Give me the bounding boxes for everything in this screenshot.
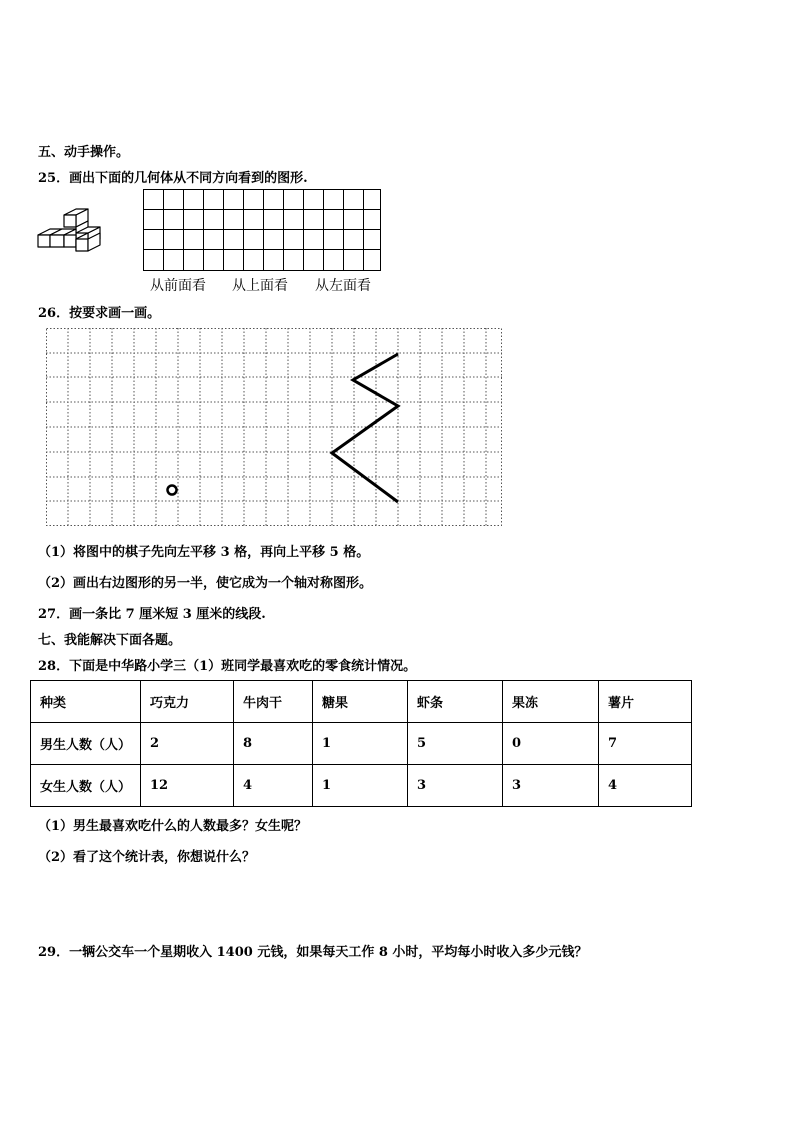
question-28-sub1: （1）男生最喜欢吃什么的人数最多？女生呢？	[38, 819, 308, 834]
question-26-sub2: （2）画出右边图形的另一半，使它成为一个轴对称图形。	[38, 576, 373, 591]
question-27-text: 27．画一条比 7 厘米短 3 厘米的线段.	[38, 607, 266, 622]
table-cell: 1	[313, 723, 408, 765]
table-cell: 0	[503, 723, 599, 765]
view-label-left: 从左面看	[315, 278, 371, 294]
question-29-text: 29．一辆公交车一个星期收入 1400 元钱，如果每天工作 8 小时，平均每小时收入多少元钱？	[38, 945, 588, 960]
table-cell: 女生人数（人）	[31, 765, 141, 807]
cube-solid-figure	[36, 205, 106, 265]
table-cell: 4	[234, 765, 313, 807]
table-header-row	[31, 681, 692, 723]
table-header-cell: 虾条	[408, 681, 503, 723]
table-header-cell: 牛肉干	[234, 681, 313, 723]
q26-dotted-grid	[46, 328, 502, 526]
q25-drawing-grid	[143, 189, 381, 271]
table-row	[31, 765, 692, 807]
table-cell: 12	[141, 765, 234, 807]
table-row	[31, 723, 692, 765]
question-26-sub1: （1）将图中的棋子先向左平移 3 格，再向上平移 5 格。	[38, 545, 370, 560]
table-cell: 8	[234, 723, 313, 765]
question-25-text: 25．画出下面的几何体从不同方向看到的图形.	[38, 171, 308, 186]
table-cell: 3	[503, 765, 599, 807]
table-cell: 1	[313, 765, 408, 807]
question-26-text: 26．按要求画一画。	[38, 306, 161, 321]
table-header-cell: 巧克力	[141, 681, 234, 723]
table-cell: 3	[408, 765, 503, 807]
table-cell: 2	[141, 723, 234, 765]
view-label-top: 从上面看	[232, 278, 288, 294]
half-zigzag-shape	[332, 354, 398, 502]
section-five-heading: 五、动手操作。	[38, 145, 130, 160]
table-header-cell: 薯片	[599, 681, 692, 723]
table-cell: 7	[599, 723, 692, 765]
view-label-front: 从前面看	[150, 278, 206, 294]
question-28-text: 28．下面是中华路小学三（1）班同学最喜欢吃的零食统计情况。	[38, 659, 417, 674]
question-28-sub2: （2）看了这个统计表，你想说什么？	[38, 850, 256, 865]
table-header-cell: 果冻	[503, 681, 599, 723]
table-cell: 4	[599, 765, 692, 807]
table-header-cell: 种类	[31, 681, 141, 723]
table-header-cell: 糖果	[313, 681, 408, 723]
table-cell: 男生人数（人）	[31, 723, 141, 765]
table-cell: 5	[408, 723, 503, 765]
chess-piece	[168, 486, 177, 495]
snack-stats-table	[30, 680, 692, 807]
section-seven-heading: 七、我能解决下面各题。	[38, 633, 182, 648]
